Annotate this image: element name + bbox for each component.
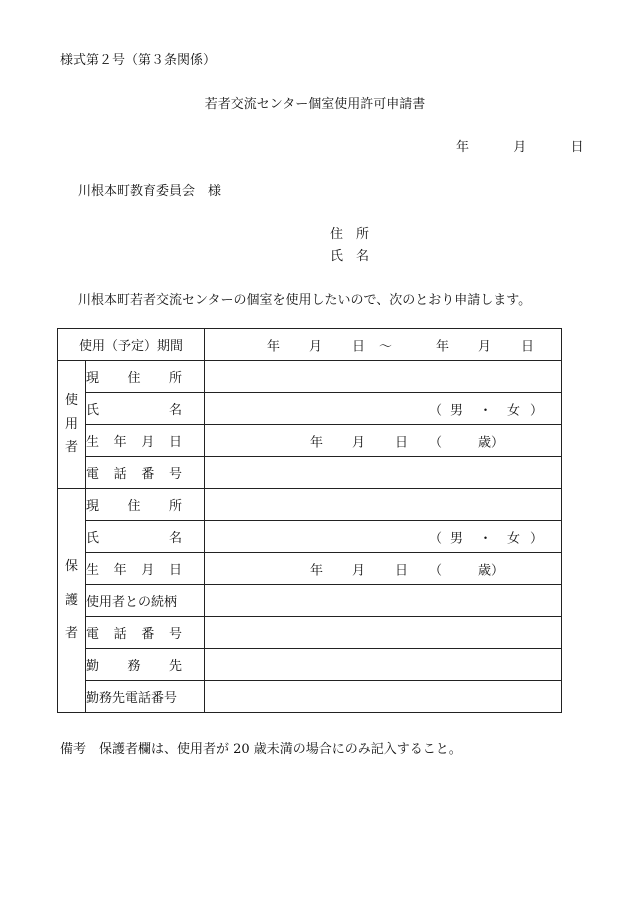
user-birth-field[interactable]: 年 月 日 （ 歳） — [205, 425, 562, 457]
user-name-field[interactable]: （ 男 ・ 女 ） — [205, 393, 562, 425]
application-form-table — [57, 328, 562, 713]
user-group-label: 使 用 者 — [58, 361, 86, 489]
user-phone-row — [58, 457, 562, 489]
gender-male: 男 — [450, 403, 464, 418]
user-address-label: 現 住 所 — [86, 361, 205, 393]
form-number: 様式第２号（第３条関係） — [60, 53, 217, 68]
user-birth-row — [58, 425, 562, 457]
guardian-phone-label: 電 話 番 号 — [86, 617, 205, 649]
period-value[interactable]: 年 月 日 ～ 年 月 日 — [205, 329, 562, 361]
application-date — [456, 136, 584, 155]
period-row — [58, 329, 562, 361]
guardian-birth-row — [58, 553, 562, 585]
user-phone-label: 電 話 番 号 — [86, 457, 205, 489]
guardian-relation-field[interactable] — [205, 585, 562, 617]
period-label: 使用（予定）期間 — [58, 329, 205, 361]
guardian-work-phone-row — [58, 681, 562, 713]
guardian-birth-field[interactable]: 年 月 日 （ 歳） — [205, 553, 562, 585]
user-name-label: 氏 名 — [86, 393, 205, 425]
guardian-address-row — [58, 489, 562, 521]
guardian-work-phone-field[interactable] — [205, 681, 562, 713]
guardian-name-label: 氏 名 — [86, 521, 205, 553]
guardian-phone-field[interactable] — [205, 617, 562, 649]
guardian-name-row — [58, 521, 562, 553]
guardian-address-label: 現 住 所 — [86, 489, 205, 521]
user-name-row — [58, 393, 562, 425]
guardian-group-label: 保 護 者 — [58, 489, 86, 713]
applicant-name-label: 氏 名 — [330, 249, 370, 264]
date-year: 年 — [456, 140, 470, 155]
user-address-field[interactable] — [205, 361, 562, 393]
applicant-address-label: 住 所 — [330, 227, 370, 242]
guardian-relation-label: 使用者との続柄 — [86, 585, 205, 617]
guardian-name-field[interactable]: （ 男 ・ 女 ） — [205, 521, 562, 553]
user-address-row — [58, 361, 562, 393]
user-birth-label: 生 年 月 日 — [86, 425, 205, 457]
guardian-address-field[interactable] — [205, 489, 562, 521]
user-phone-field[interactable] — [205, 457, 562, 489]
guardian-workplace-row — [58, 649, 562, 681]
guardian-birth-label: 生 年 月 日 — [86, 553, 205, 585]
guardian-phone-row — [58, 617, 562, 649]
remarks-note: 備考 保護者欄は、使用者が 20 歳未満の場合にのみ記入すること。 — [60, 742, 462, 757]
guardian-workplace-label: 勤 務 先 — [86, 649, 205, 681]
form-title: 若者交流センター個室使用許可申請書 — [204, 97, 426, 112]
guardian-workplace-field[interactable] — [205, 649, 562, 681]
date-month: 月 — [513, 140, 527, 155]
date-day: 日 — [570, 140, 584, 155]
application-statement: 川根本町若者交流センターの個室を使用したいので、次のとおり申請します。 — [78, 293, 532, 308]
gender-female: 女 — [507, 403, 521, 418]
addressee: 川根本町教育委員会 様 — [78, 184, 222, 199]
guardian-relation-row — [58, 585, 562, 617]
guardian-work-phone-label: 勤務先電話番号 — [86, 681, 205, 713]
